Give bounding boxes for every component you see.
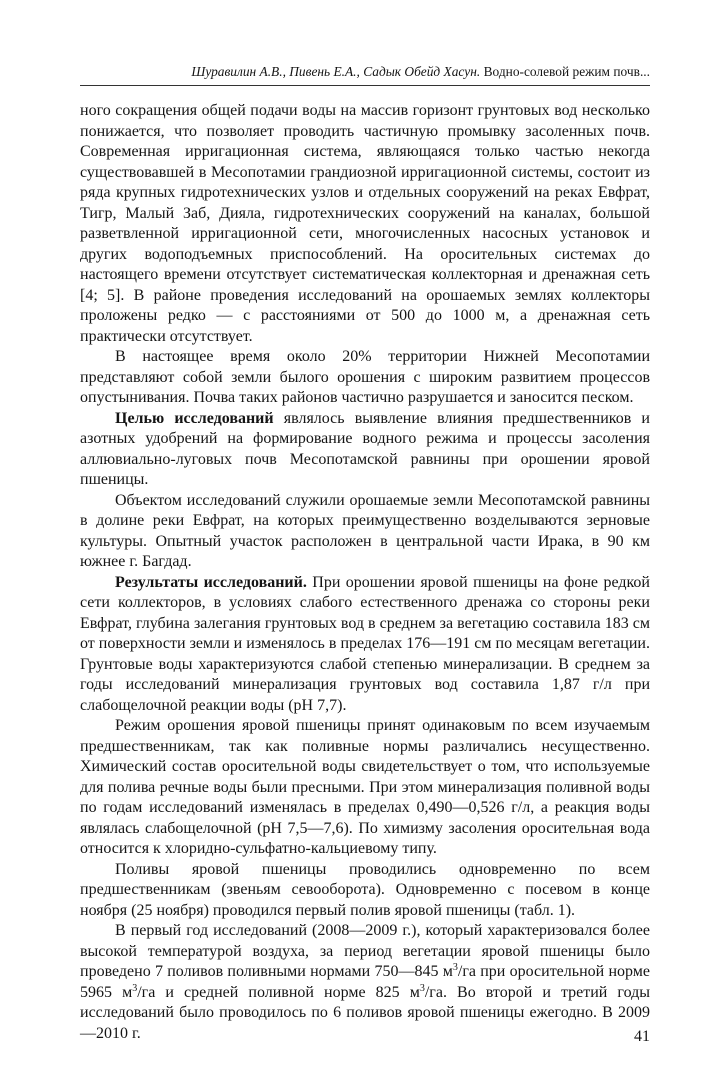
superscript-3: 3 xyxy=(452,962,458,973)
paragraph-4: Объектом исследований служили орошаемые земли Месопотамской равнины в долине реки Евфрат, на которых преимущественно возделываются зерновые культуры. Опытный участок расположен в центральной части Ирака, в 90 км южнее г. Багдад. xyxy=(80,491,650,570)
paragraph-2: В настоящее время около 20% территории Нижней Месопотамии представляют собой земли былого орошения с широким развитием процессов опустынивания. Почва таких районов частично разрушается и заносится песком. xyxy=(80,348,650,406)
paragraph-8-part-d: /га. Во второй и третий годы исследований было проводилось по 6 поливов яровой пшеницы ежегодно. В 2009—2010 г. xyxy=(80,983,650,1042)
paragraph-3 xyxy=(80,409,650,491)
paragraph-5-text: При орошении яровой пшеницы на фоне редкой сети коллекторов, в условиях слабого естественного дренажа со стороны реки Евфрат, глубина залегания грунтовых вод в среднем за вегетацию составила 183 см от поверхности земли и изменялось в пределах 176—191 см по месяцам вегетации. Грунтовые воды характеризуются слабой степенью минерализации. В среднем за годы исследований минерализация грунтовых вод составила 1,87 г/л при слабощелочной реакции воды (pH 7,7). xyxy=(80,573,650,714)
body-text xyxy=(80,101,650,1044)
header-authors: Шуравилин А.В., Пивень Е.А., Садык Обейд Хасун. xyxy=(191,64,481,79)
paragraph-8-part-c: /га и средней поливной норме 825 м xyxy=(137,983,420,1001)
header-divider xyxy=(80,85,650,86)
paragraph-1: ного сокращения общей подачи воды на массив горизонт грунтовых вод несколько понижается, что позволяет проводить частичную промывку засоленных почв. Современная ирригационная система, являющаяся только частью некогда существовавшей в Месопотамии грандиозной ирригационной системы, состоит из ряда крупных гидротехнических узлов и отдельных сооружений на реках Евфрат, Тигр, Малый Заб, Дияла, гидротехнических сооружений на каналах, большой разветвленной ирригационной сети, многочисленных насосных установок и других водоподъемных приспособлений. На оросительных системах до настоящего времени отсутствует систематическая коллекторная и дренажная сеть [4; 5]. В районе проведения исследований на орошаемых землях коллекторы проложены редко — с расстояниями от 500 до 1000 м, а дренажная сеть практически отсутствует. xyxy=(80,102,650,345)
paragraph-3-text: являлось выявление влияния предшественников и азотных удобрений на формирование водного режима и процессы засоления аллювиально-луговых почв Месопотамской равнины при орошении яровой пшеницы. xyxy=(80,409,650,488)
paragraph-5 xyxy=(80,573,650,717)
header-title: Водно-солевой режим почв... xyxy=(483,64,650,79)
paragraph-7: Поливы яровой пшеницы проводились одновременно по всем предшественникам (звеньям севооборота). Одновременно с посевом в конце ноября (25 ноября) проводился первый полив яровой пшеницы (табл. 1). xyxy=(80,860,650,919)
running-header xyxy=(80,63,650,85)
section-heading-goal: Целью исследований xyxy=(115,409,274,427)
superscript-3: 3 xyxy=(419,982,425,994)
paragraph-8-part-b: /га при оросительной норме 5965 м xyxy=(80,963,650,1001)
page-number: 41 xyxy=(634,1028,650,1045)
section-heading-results: Результаты исследований. xyxy=(115,573,307,591)
paragraph-6: Режим орошения яровой пшеницы принят одинаковым по всем изучаемым предшественникам, так как поливные нормы различались несущественно. Химический состав оросительной воды свидетельствует о том, что используемые для полива речные воды были пресными. При этом минерализация поливной воды по годам исследований изменялась в пределах 0,490—0,526 г/л, а реакция воды являлась слабощелочной (pH 7,5—7,6). По химизму засоления оросительная вода относится к хлоридно-сульфатно-кальциевому типу. xyxy=(80,717,650,857)
superscript-3: 3 xyxy=(132,982,138,994)
paragraph-8-part-a: В первый год исследований (2008—2009 г.), который характеризовался более высокой температурой воздуха, за период вегетации яровой пшеницы было проведено 7 поливов поливными нормами 750—845 м xyxy=(80,922,650,980)
paragraph-8 xyxy=(80,921,650,1044)
